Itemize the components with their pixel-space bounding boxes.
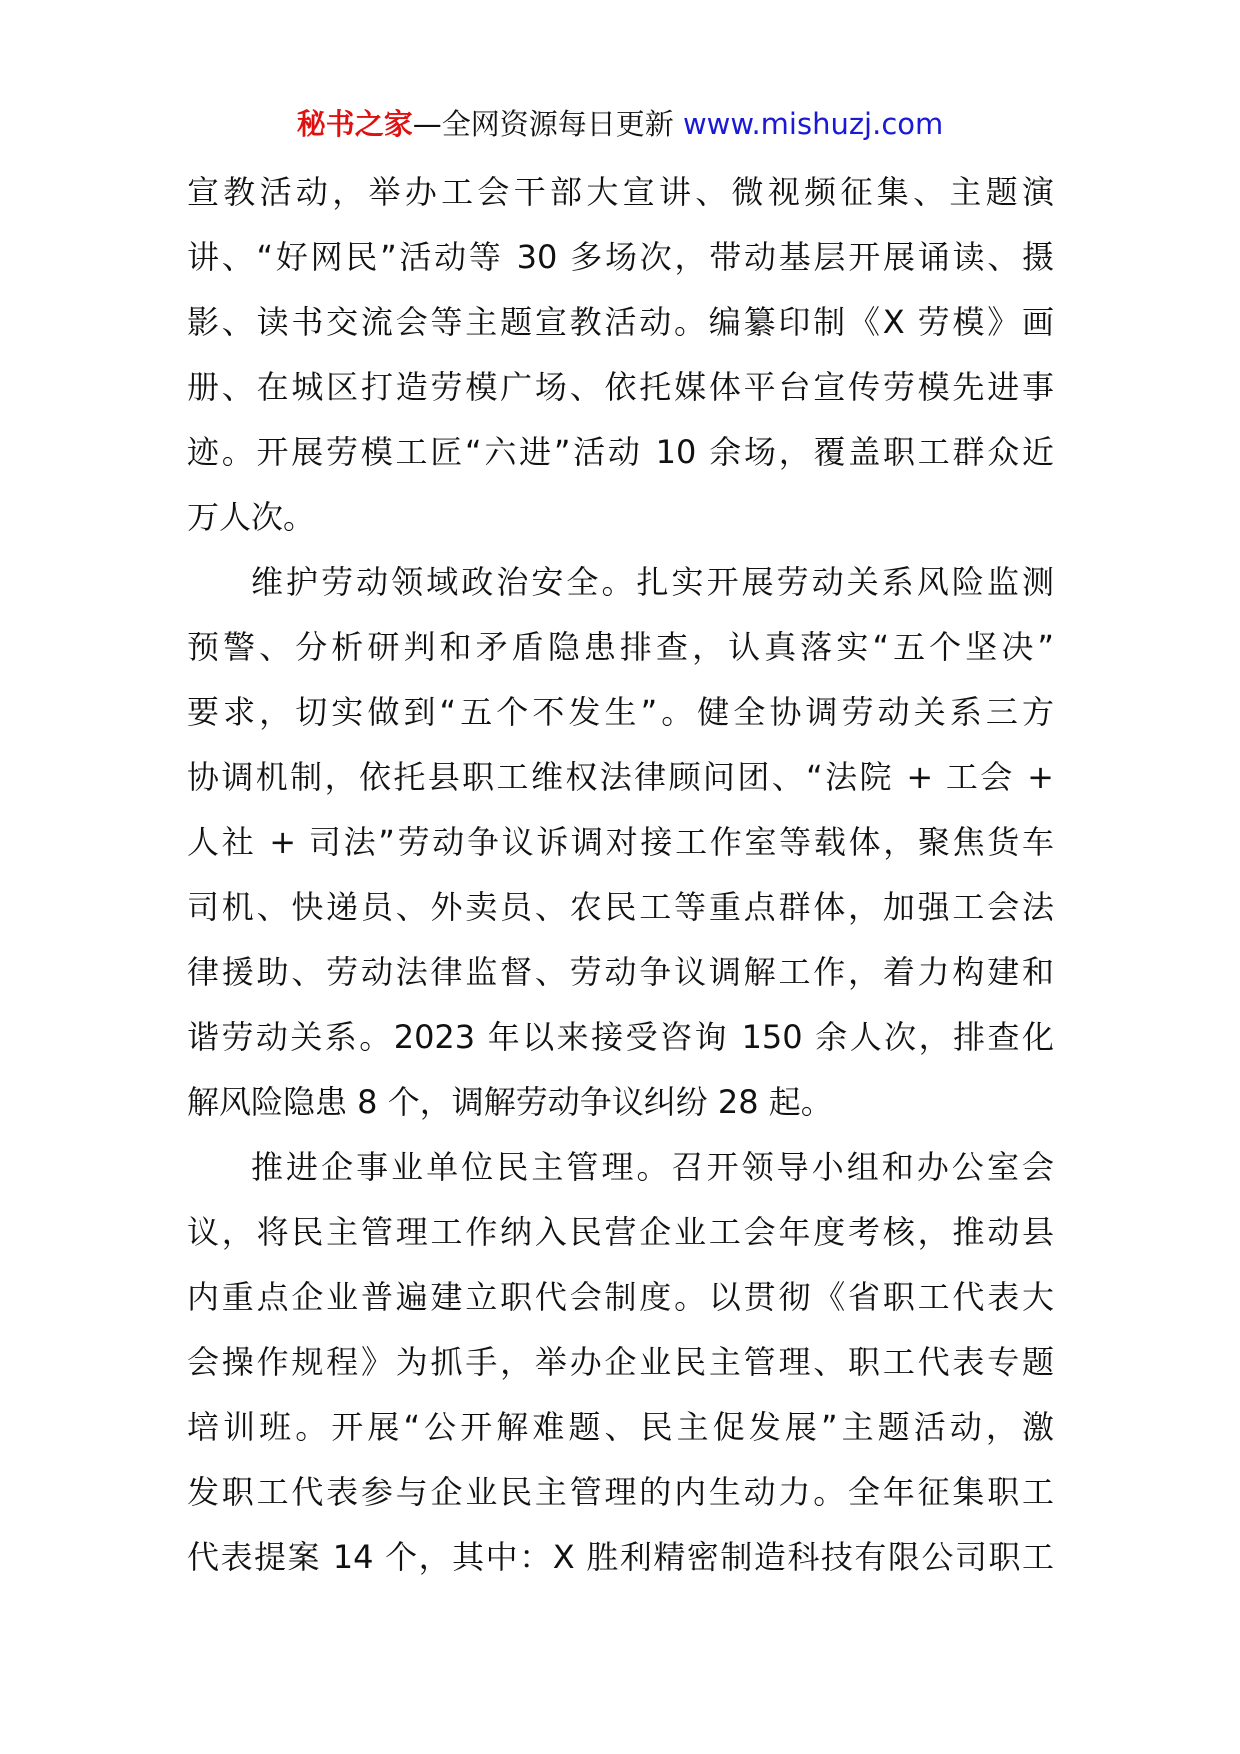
text-line: 发职工代表参与企业民主管理的内生动力。全年征集职工 <box>187 1473 1054 1511</box>
document-body <box>187 160 1054 1590</box>
text-line: 预警、分析研判和矛盾隐患排查，认真落实“五个坚决” <box>187 628 1054 666</box>
text-line: 迹。开展劳模工匠“六进”活动 10 余场，覆盖职工群众近 <box>187 433 1054 471</box>
text-line: 律援助、劳动法律监督、劳动争议调解工作，着力构建和 <box>187 953 1054 991</box>
text-line: 维护劳动领域政治安全。扎实开展劳动关系风险监测 <box>251 563 1054 601</box>
text-line: 人社 + 司法”劳动争议诉调对接工作室等载体，聚焦货车 <box>187 823 1054 861</box>
text-line: 宣教活动，举办工会干部大宣讲、微视频征集、主题演 <box>187 173 1054 211</box>
text-line: 谐劳动关系。2023 年以来接受咨询 150 余人次，排查化 <box>187 1018 1054 1056</box>
text-line: 讲、“好网民”活动等 30 多场次，带动基层开展诵读、摄 <box>187 238 1054 276</box>
paragraph-1 <box>187 160 1054 550</box>
text-line: 推进企事业单位民主管理。召开领导小组和办公室会 <box>251 1148 1054 1186</box>
site-tagline: —全网资源每日更新 <box>412 107 683 141</box>
text-line: 万人次。 <box>187 498 316 536</box>
text-line: 会操作规程》为抓手，举办企业民主管理、职工代表专题 <box>187 1343 1054 1381</box>
text-line: 影、读书交流会等主题宣教活动。编纂印制《X 劳模》画 <box>187 303 1054 341</box>
text-line: 培训班。开展“公开解难题、民主促发展”主题活动，激 <box>187 1408 1054 1446</box>
text-line: 司机、快递员、外卖员、农民工等重点群体，加强工会法 <box>187 888 1054 926</box>
text-line: 内重点企业普遍建立职代会制度。以贯彻《省职工代表大 <box>187 1278 1054 1316</box>
site-url-link[interactable]: www.mishuzj.com <box>682 107 944 141</box>
text-line: 代表提案 14 个，其中：X 胜利精密制造科技有限公司职工 <box>187 1538 1054 1576</box>
paragraph-3 <box>187 1135 1054 1590</box>
text-line: 册、在城区打造劳模广场、依托媒体平台宣传劳模先进事 <box>187 368 1054 406</box>
site-header <box>0 104 1240 144</box>
text-line: 解风险隐患 8 个，调解劳动争议纠纷 28 起。 <box>187 1083 833 1121</box>
site-brand: 秘书之家 <box>296 107 413 141</box>
text-line: 协调机制，依托县职工维权法律顾问团、“法院 + 工会 + <box>187 758 1054 796</box>
paragraph-2 <box>187 550 1054 1135</box>
text-line: 议，将民主管理工作纳入民营企业工会年度考核，推动县 <box>187 1213 1054 1251</box>
text-line: 要求，切实做到“五个不发生”。健全协调劳动关系三方 <box>187 693 1054 731</box>
